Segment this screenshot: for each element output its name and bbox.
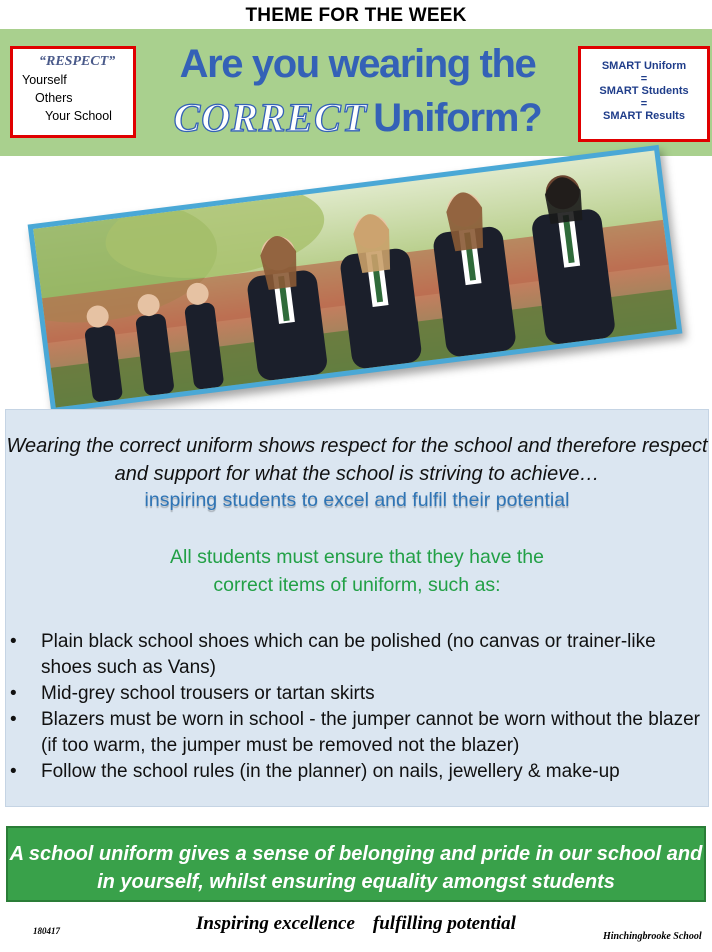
motto-part1: Inspiring excellence xyxy=(196,913,355,934)
smart-item: SMART Students xyxy=(599,85,689,97)
smart-item: SMART Results xyxy=(603,110,685,122)
list-item-text: Blazers must be worn in school - the jumper cannot be worn without the blazer (if too warm, the jumper must be removed not the blazer) xyxy=(41,709,700,756)
tagline-text: inspiring students to excel and fulfil their potential xyxy=(144,489,570,511)
list-item-text: Follow the school rules (in the planner) on nails, jewellery & make-up xyxy=(41,761,620,782)
list-item xyxy=(6,759,708,785)
smart-equals: = xyxy=(640,97,648,110)
respect-line-school: Your School xyxy=(45,109,112,123)
respect-line-yourself: Yourself xyxy=(22,73,67,87)
bullet-icon: • xyxy=(10,709,17,730)
uniform-list xyxy=(6,629,708,785)
theme-title: THEME FOR THE WEEK xyxy=(245,5,467,26)
list-item xyxy=(6,629,708,681)
students-photo-frame xyxy=(28,145,683,413)
document-code: 180417 xyxy=(33,926,60,936)
list-item-text: Mid-grey school trousers or tartan skirts xyxy=(41,683,375,704)
motto-part2: fulfilling potential xyxy=(372,913,516,934)
info-box xyxy=(5,409,709,807)
smart-equals: = xyxy=(640,72,648,85)
must-text xyxy=(6,543,708,599)
headline-uniform: Uniform? xyxy=(373,96,542,140)
list-item-text: Plain black school shoes which can be polished (no canvas or trainer-like shoes such as Vans) xyxy=(41,631,656,678)
belonging-text: A school uniform gives a sense of belonging and pride in our school and in yourself, whilst ensuring equality amongst students xyxy=(9,843,703,893)
respect-line-others: Others xyxy=(35,91,73,105)
belonging-banner xyxy=(6,826,706,902)
school-logo-text: Hinchingbrooke School xyxy=(603,931,702,942)
students-photo xyxy=(33,150,677,407)
smart-item: SMART Uniform xyxy=(601,60,687,72)
smart-box xyxy=(578,46,710,142)
headline-correct: CORRECT xyxy=(173,95,368,140)
bullet-icon: • xyxy=(10,761,17,782)
bullet-icon: • xyxy=(10,683,17,704)
bullet-icon: • xyxy=(10,631,17,652)
intro-text: Wearing the correct uniform shows respect for the school and therefore respect and support for what the school is striving to achieve… xyxy=(6,435,708,485)
must-line2: correct items of uniform, such as: xyxy=(213,574,501,596)
must-line1: All students must ensure that they have the xyxy=(170,546,544,568)
headline-line1: Are you wearing the xyxy=(179,42,536,86)
headline-line2 xyxy=(145,94,570,141)
respect-box xyxy=(10,46,136,138)
list-item xyxy=(6,681,708,707)
students-illustration xyxy=(33,150,677,407)
respect-title: “RESPECT” xyxy=(39,54,116,69)
list-item xyxy=(6,707,708,759)
